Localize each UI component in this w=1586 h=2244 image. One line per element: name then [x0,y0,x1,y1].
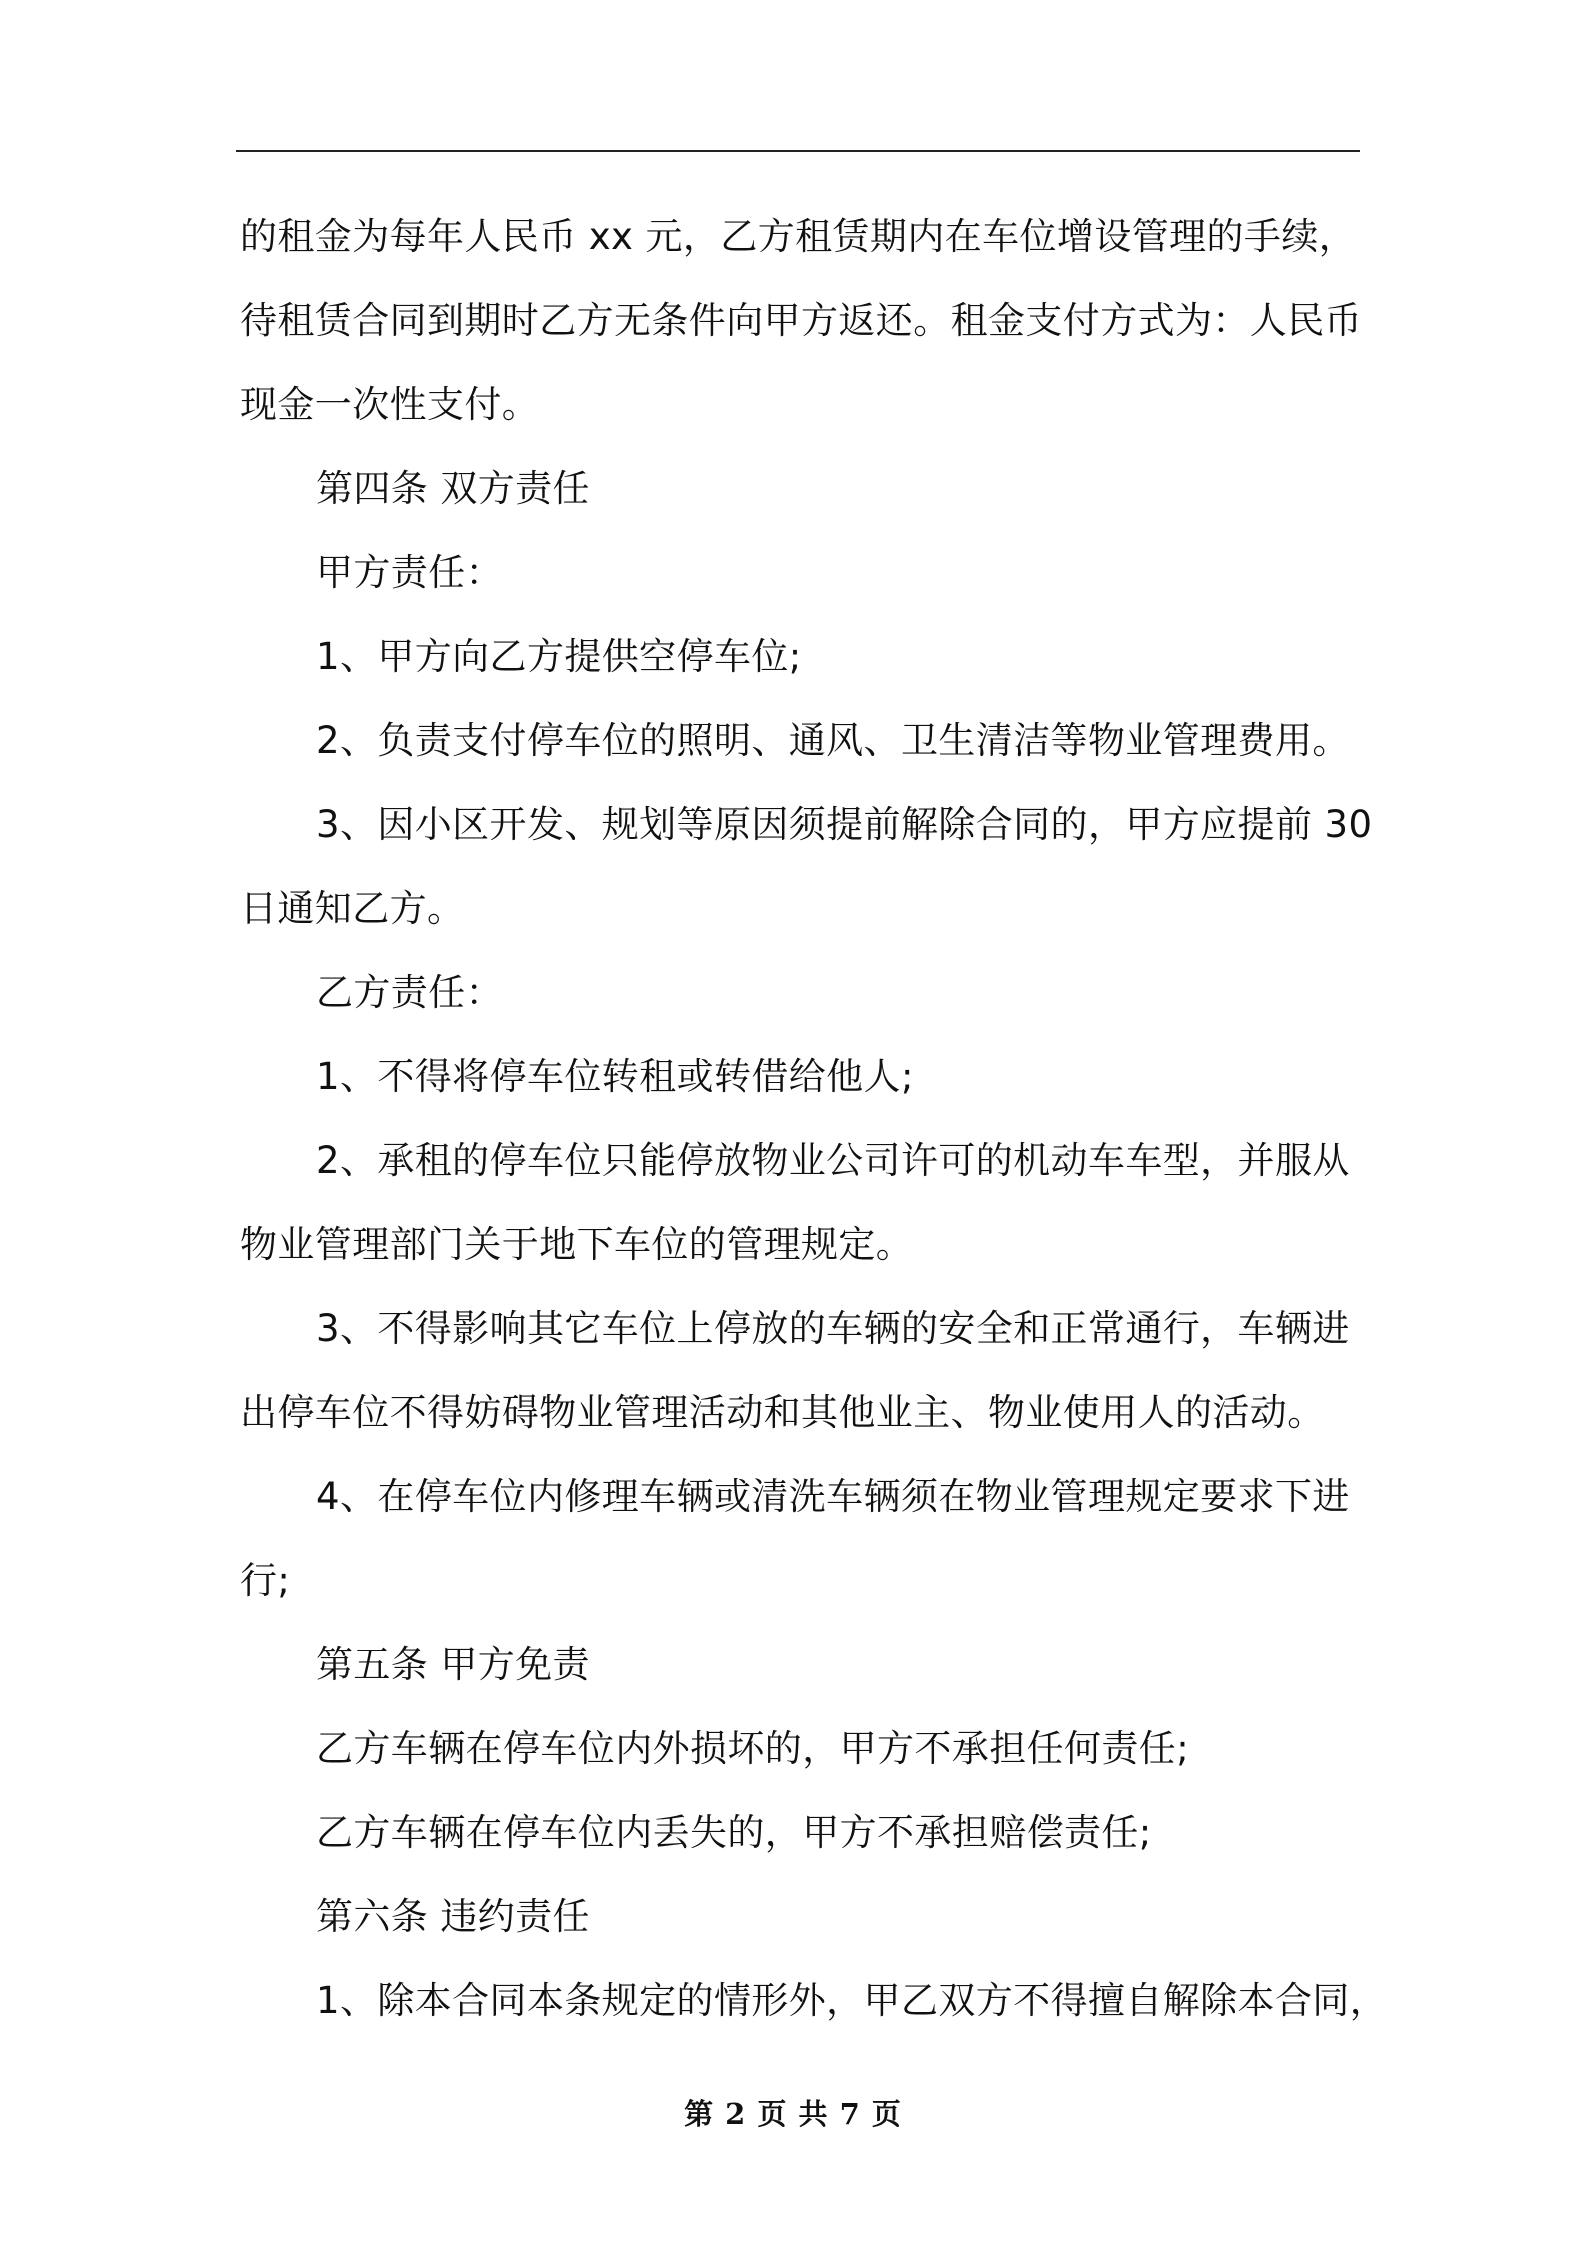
document-line: 3、因小区开发、规划等原因须提前解除合同的，甲方应提前 30 [316,803,1373,846]
document-line: 现金一次性支付。 [240,383,540,426]
document-line: 乙方责任： [316,971,503,1014]
document-line: 甲方责任： [316,551,503,594]
document-line: 乙方车辆在停车位内丢失的，甲方不承担赔偿责任; [316,1811,1152,1854]
document-line: 第六条 违约责任 [316,1895,590,1938]
document-line: 物业管理部门关于地下车位的管理规定。 [240,1223,914,1266]
document-line: 2、承租的停车位只能停放物业公司许可的机动车车型，并服从 [316,1139,1350,1182]
document-line: 的租金为每年人民币 xx 元，乙方租赁期内在车位增设管理的手续， [240,215,1357,258]
header-rule [236,150,1360,152]
document-line: 2、负责支付停车位的照明、通风、卫生清洁等物业管理费用。 [316,719,1350,762]
document-line: 行; [240,1559,291,1602]
document-line: 1、不得将停车位转租或转借给他人; [316,1055,914,1098]
document-line: 1、除本合同本条规定的情形外，甲乙双方不得擅自解除本合同， [316,1979,1388,2022]
document-body [240,195,1388,2043]
document-line: 出停车位不得妨碍物业管理活动和其他业主、物业使用人的活动。 [240,1391,1325,1434]
page-number: 第 2 页 共 7 页 [684,2097,902,2131]
document-line: 待租赁合同到期时乙方无条件向甲方返还。租金支付方式为：人民币 [240,299,1362,342]
document-line: 第五条 甲方免责 [316,1643,590,1686]
document-line: 第四条 双方责任 [316,467,590,510]
document-line: 1、甲方向乙方提供空停车位; [316,635,802,678]
document-line: 4、在停车位内修理车辆或清洗车辆须在物业管理规定要求下进 [316,1475,1350,1518]
document-line: 日通知乙方。 [240,887,465,930]
document-line: 乙方车辆在停车位内外损坏的，甲方不承担任何责任; [316,1727,1190,1770]
document-line: 3、不得影响其它车位上停放的车辆的安全和正常通行，车辆进 [316,1307,1350,1350]
